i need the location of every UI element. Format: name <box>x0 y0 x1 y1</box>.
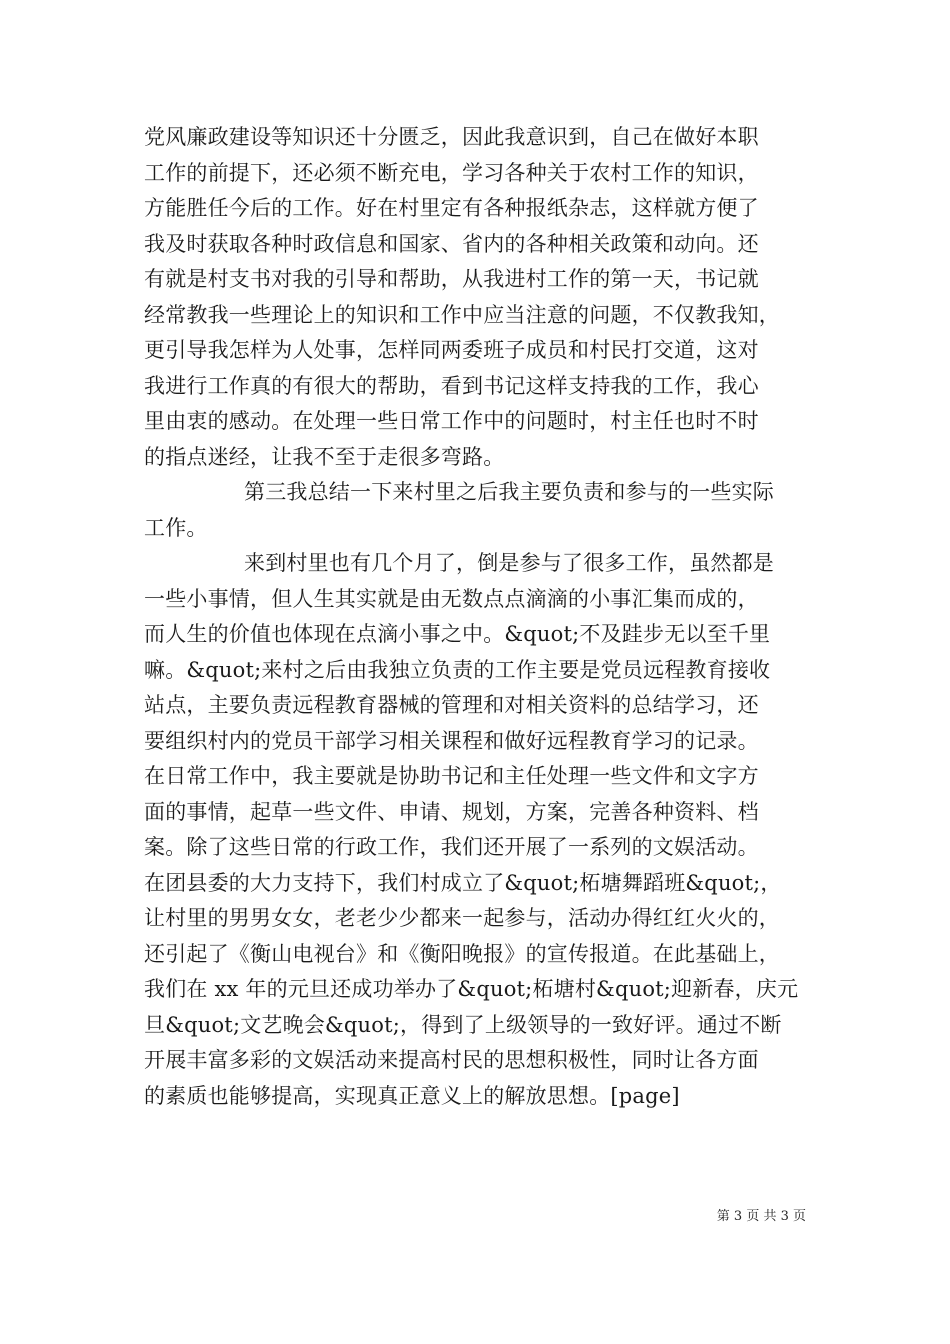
text-line: 更引导我怎样为人处事，怎样同两委班子成员和村民打交道，这对 <box>144 338 759 362</box>
text-line: 工作。 <box>144 515 208 540</box>
text-line: 我及时获取各种时政信息和国家、省内的各种相关政策和动向。还 <box>144 231 759 256</box>
text-line: 来到村里也有几个月了，倒是参与了很多工作，虽然都是 <box>244 551 774 575</box>
text-line: 让村里的男男女女，老老少少都来一起参与，活动办得红红火火的， <box>144 906 780 930</box>
text-line: 案。除了这些日常的行政工作，我们还开展了一系列的文娱活动。 <box>144 835 759 859</box>
text-line: 工作的前提下，还必须不断充电，学习各种关于农村工作的知识， <box>144 160 759 185</box>
text-line: 站点，主要负责远程教育器械的管理和对相关资料的总结学习，还 <box>144 693 759 717</box>
text-line: 嘛。&quot;来村之后由我独立负责的工作主要是党员远程教育接收 <box>144 657 771 682</box>
text-line: 在日常工作中，我主要就是协助书记和主任处理一些文件和文字方 <box>144 764 759 788</box>
text-line: 经常教我一些理论上的知识和工作中应当注意的问题，不仅教我知， <box>144 302 780 327</box>
text-line: 要组织村内的党员干部学习相关课程和做好远程教育学习的记录。 <box>144 728 759 753</box>
text-line: 的素质也能够提高，实现真正意义上的解放思想。[page] <box>144 1083 680 1108</box>
text-line: 还引起了《衡山电视台》和《衡阳晚报》的宣传报道。在此基础上， <box>144 941 780 966</box>
text-line: 我们在 xx 年的元旦还成功举办了&quot;柘塘村&quot;迎新春，庆元 <box>144 977 799 1001</box>
text-line: 而人生的价值也体现在点滴小事之中。&quot;不及跬步无以至千里 <box>144 622 771 646</box>
text-line: 里由衷的感动。在处理一些日常工作中的问题时，村主任也时不时 <box>144 409 759 433</box>
text-line: 旦&quot;文艺晚会&quot;，得到了上级领导的一致好评。通过不断 <box>144 1012 782 1037</box>
text-line: 我进行工作真的有很大的帮助，看到书记这样支持我的工作，我心 <box>144 373 759 398</box>
text-line: 一些小事情，但人生其实就是由无数点点滴滴的小事汇集而成的， <box>144 586 759 611</box>
text-line: 在团县委的大力支持下，我们村成立了&quot;柘塘舞蹈班&quot;， <box>144 870 782 895</box>
document-body <box>144 120 814 1114</box>
page-number-footer: 第 3 页 共 3 页 <box>716 1209 806 1224</box>
text-line: 第三我总结一下来村里之后我主要负责和参与的一些实际 <box>244 480 774 504</box>
text-line: 党风廉政建设等知识还十分匮乏，因此我意识到，自己在做好本职 <box>144 125 759 149</box>
text-line: 有就是村支书对我的引导和帮助，从我进村工作的第一天，书记就 <box>144 267 759 291</box>
text-line: 方能胜任今后的工作。好在村里定有各种报纸杂志，这样就方便了 <box>144 196 759 220</box>
text-line: 的指点迷经，让我不至于走很多弯路。 <box>144 444 505 469</box>
text-line: 开展丰富多彩的文娱活动来提高村民的思想积极性，同时让各方面 <box>144 1048 759 1072</box>
text-line: 面的事情，起草一些文件、申请、规划，方案，完善各种资料、档 <box>144 799 759 824</box>
